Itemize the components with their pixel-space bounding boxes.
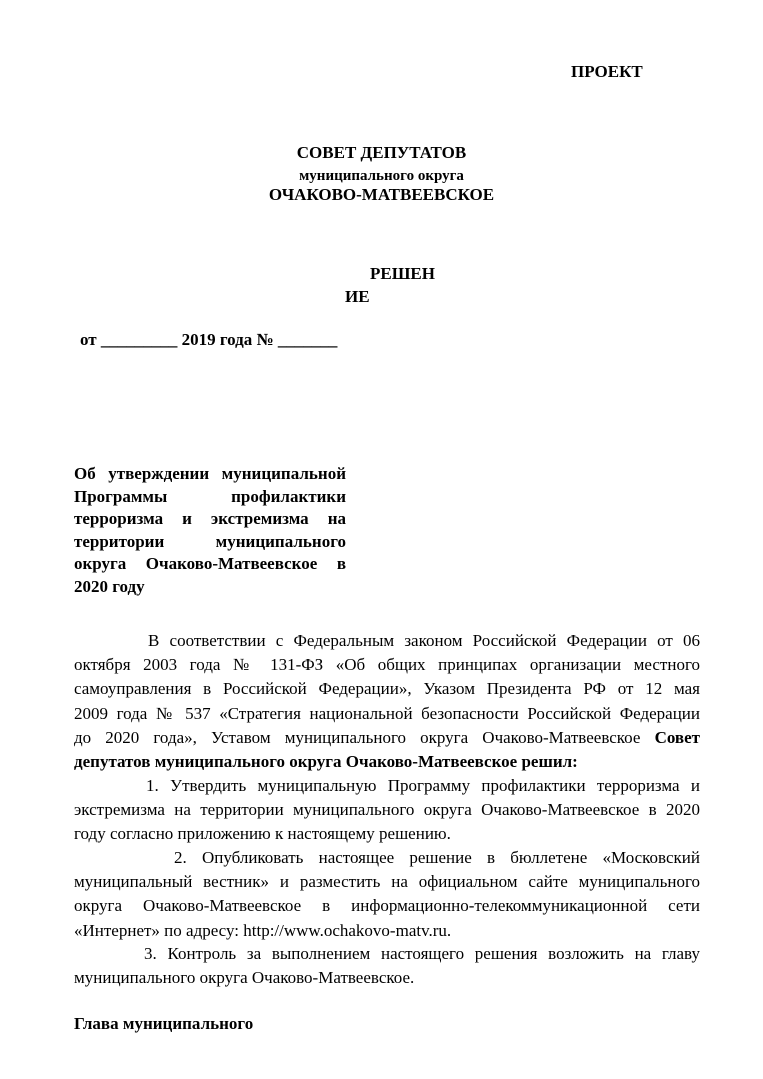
council-bold-text: Совет bbox=[654, 727, 700, 747]
paragraph-line: 1. Утвердить муниципальную Программу профилактики терроризма и bbox=[146, 776, 700, 795]
decision-subject bbox=[74, 463, 346, 599]
organization-title: СОВЕТ ДЕПУТАТОВ bbox=[296, 143, 467, 162]
draft-status-label: ПРОЕКТ bbox=[571, 62, 643, 81]
signature-title: Глава муниципального bbox=[74, 1014, 254, 1033]
resolution-bold-line: депутатов муниципального округа Очаково-Матвеевское решил: bbox=[74, 752, 578, 772]
subject-line: территории муниципального bbox=[74, 531, 346, 551]
paragraph-line: году согласно приложению к настоящему решению. bbox=[74, 824, 451, 844]
preamble-paragraph bbox=[74, 629, 700, 774]
decision-title-part1: РЕШЕН bbox=[370, 264, 435, 283]
subject-line: Об утверждении муниципальной bbox=[74, 464, 346, 483]
item-2-paragraph bbox=[74, 846, 700, 943]
subject-line: Программы профилактики bbox=[74, 486, 346, 506]
paragraph-line: октября 2003 года № 131-ФЗ «Об общих принципах организации местного bbox=[74, 655, 700, 675]
subject-line: 2020 году bbox=[74, 576, 145, 596]
item-1-paragraph bbox=[74, 774, 700, 847]
paragraph-line: муниципального округа Очаково-Матвеевское. bbox=[74, 968, 415, 988]
paragraph-line: округа Очаково-Матвеевское в информационно-телекоммуникационной сети bbox=[74, 896, 700, 916]
paragraph-line-text: до 2020 года», Уставом муниципального округа Очаково-Матвеевское bbox=[74, 727, 641, 747]
paragraph-line bbox=[74, 726, 700, 750]
subject-line: округа Очаково-Матвеевское в bbox=[74, 554, 346, 574]
paragraph-line: «Интернет» по адресу: http://www.ochakovo-matv.ru. bbox=[74, 920, 452, 940]
subject-line: терроризма и экстремизма на bbox=[74, 509, 346, 529]
paragraph-line: 2. Опубликовать настоящее решение в бюллетене «Московский bbox=[174, 848, 700, 867]
paragraph-line: экстремизма на территории муниципального округа Очаково-Матвеевское в 2020 bbox=[74, 800, 700, 820]
organization-district: ОЧАКОВО-МАТВЕЕВСКОЕ bbox=[268, 185, 495, 204]
paragraph-line: самоуправления в Российской Федерации», Указом Президента РФ от 12 мая bbox=[74, 679, 700, 699]
decision-date-line: от _________ 2019 года № _______ bbox=[80, 330, 338, 349]
paragraph-line: В соответствии с Федеральным законом Российской Федерации от 06 bbox=[148, 631, 700, 650]
organization-subtitle: муниципального округа bbox=[299, 168, 464, 184]
paragraph-line: муниципальный вестник» и разместить на официальном сайте муниципального bbox=[74, 872, 700, 892]
paragraph-line: 2009 года № 537 «Стратегия национальной безопасности Российской Федерации bbox=[74, 703, 700, 723]
paragraph-line: 3. Контроль за выполнением настоящего решения возложить на главу bbox=[144, 944, 700, 963]
item-3-paragraph bbox=[74, 942, 700, 990]
decision-title-part2: ИЕ bbox=[345, 287, 370, 306]
